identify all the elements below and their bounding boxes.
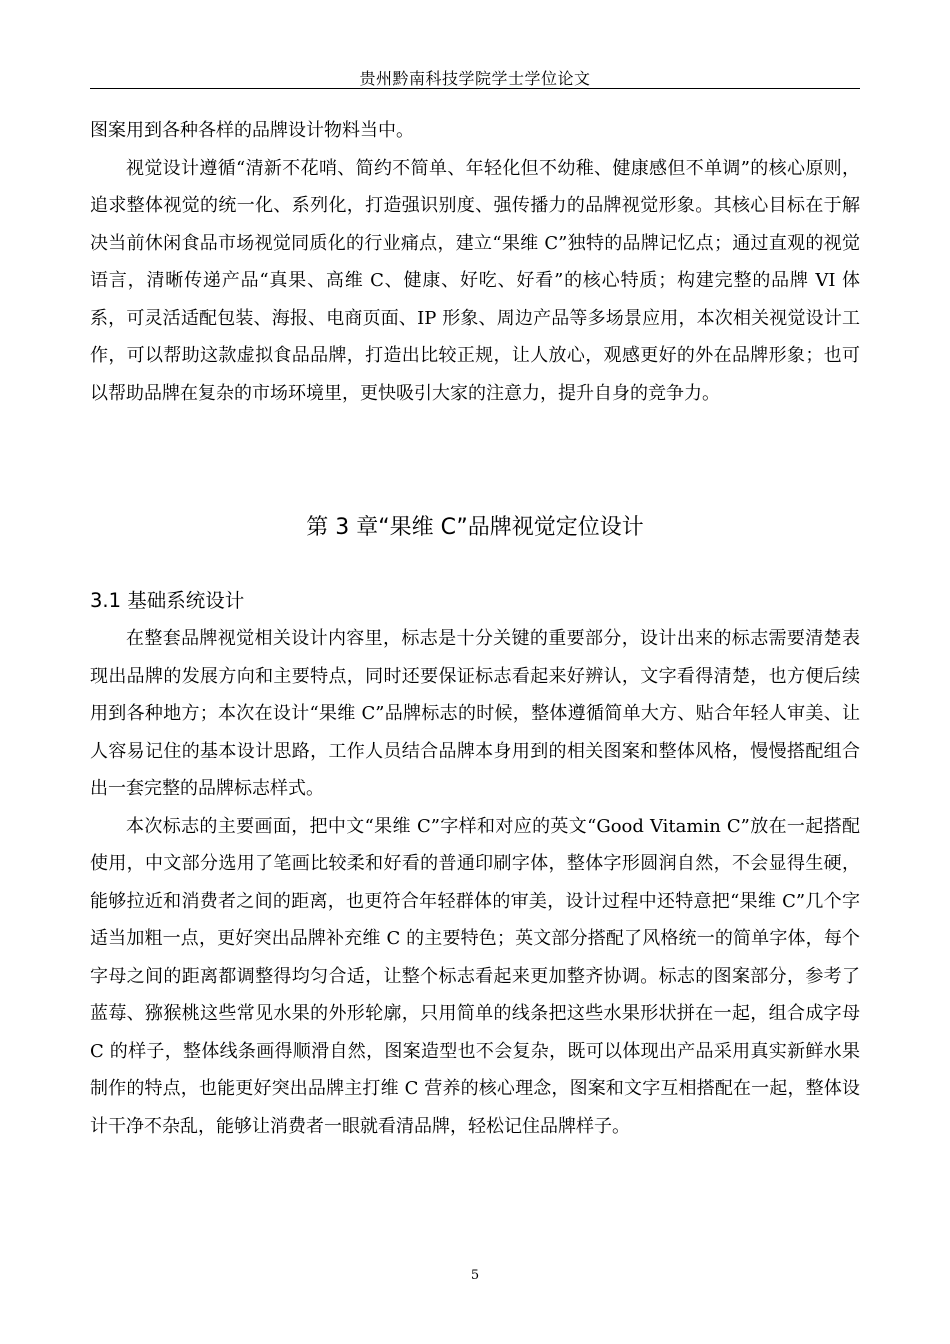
- paragraph-visual-design: 视觉设计遵循“清新不花哨、简约不简单、年轻化但不幼稚、健康感但不单调”的核心原则，追求整体视觉的统一化、系列化，打造强识别度、强传播力的品牌视觉形象。其核心目标在于解决当前休闲食品市场视觉同质化的行业痛点，建立“果维 C”独特的品牌记忆点；通过直观的视觉语言，清晰传递产品“真果、高维 C、健康、好吃、好看”的核心特质；构建完整的品牌 VI 体系，可灵活适配包装、海报、电商页面、IP 形象、周边产品等多场景应用，本次相关视觉设计工作，可以帮助这款虚拟食品品牌，打造出比较正规，让人放心，观感更好的外在品牌形象；也可以帮助品牌在复杂的市场环境里，更快吸引大家的注意力，提升自身的竞争力。: [90, 157, 860, 404]
- section-text-block: [90, 620, 860, 1145]
- paragraph-logo-intro: 在整套品牌视觉相关设计内容里，标志是十分关键的重要部分，设计出来的标志需要清楚表现出品牌的发展方向和主要特点，同时还要保证标志看起来好辨认，文字看得清楚，也方便后续用到各种地方；本次在设计“果维 C”品牌标志的时候，整体遵循简单大方、贴合年轻人审美、让人容易记住的基本设计思路，工作人员结合品牌本身用到的相关图案和整体风格，慢慢搭配组合出一套完整的品牌标志样式。: [90, 628, 860, 799]
- page-number: 5: [470, 1268, 480, 1283]
- chapter-title: 第 3 章“果维 C”品牌视觉定位设计: [306, 515, 644, 540]
- header-title: 贵州黔南科技学院学士学位论文: [359, 69, 591, 88]
- paragraph-continuation: 图案用到各种各样的品牌设计物料当中。: [90, 120, 414, 141]
- section-title: 3.1 基础系统设计: [90, 589, 245, 612]
- header-divider: [90, 88, 860, 89]
- top-text-block: [90, 112, 860, 412]
- paragraph-logo-detail: 本次标志的主要画面，把中文“果维 C”字样和对应的英文“Good Vitamin C”放在一起搭配使用，中文部分选用了笔画比较柔和好看的普通印刷字体，整体字形圆润自然，不会显得生硬，能够拉近和消费者之间的距离，也更符合年轻群体的审美，设计过程中还特意把“果维 C”几个字适当加粗一点，更好突出品牌补充维 C 的主要特色；英文部分搭配了风格统一的简单字体，每个字母之间的距离都调整得均匀合适，让整个标志看起来更加整齐协调。标志的图案部分，参考了蓝莓、猕猴桃这些常见水果的外形轮廓，只用简单的线条把这些水果形状拼在一起，组合成字母 C 的样子，整体线条画得顺滑自然，图案造型也不会复杂，既可以体现出产品采用真实新鲜水果制作的特点，也能更好突出品牌主打维 C 营养的核心理念，图案和文字互相搭配在一起，整体设计干净不杂乱，能够让消费者一眼就看清品牌，轻松记住品牌样子。: [90, 815, 860, 1137]
